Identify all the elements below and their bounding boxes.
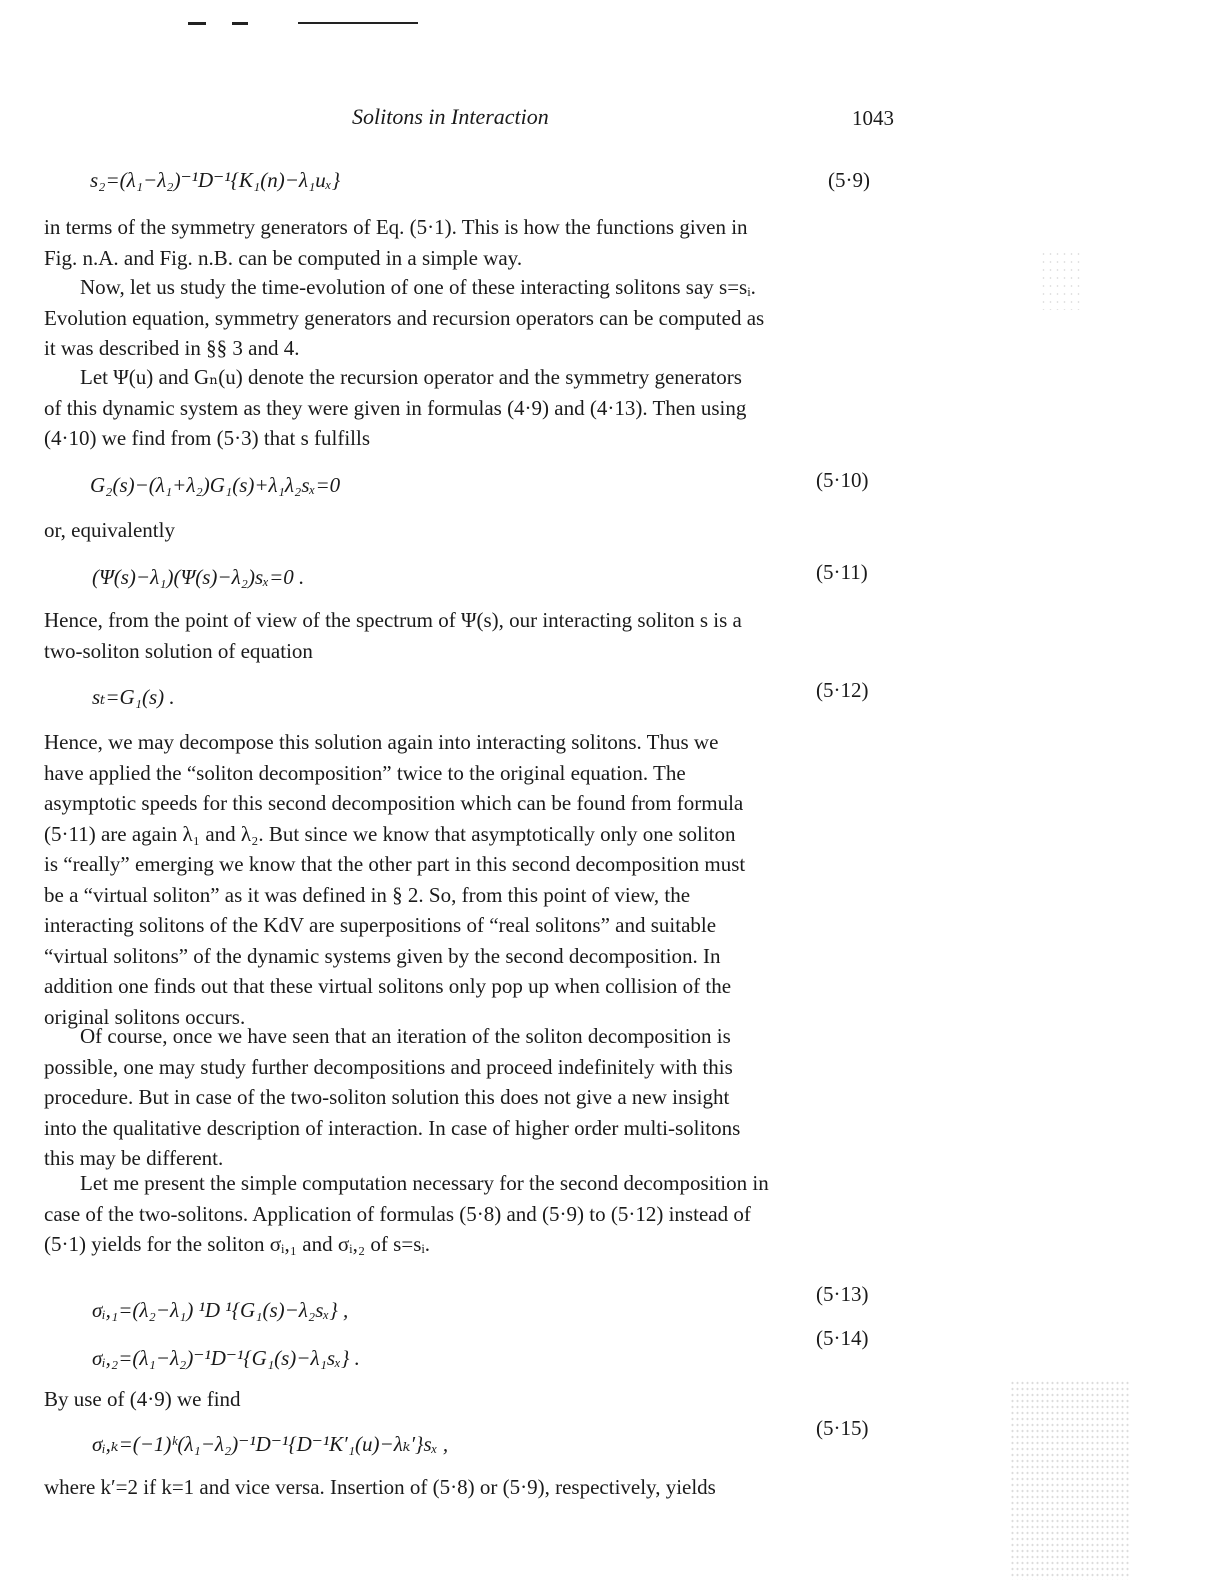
text-line: Hence, we may decompose this solution again into interacting solitons. Thus we bbox=[44, 730, 719, 754]
text-line: where k′=2 if k=1 and vice versa. Insertion of (5·8) or (5·9), respectively, yields bbox=[44, 1475, 716, 1499]
text-line: (4·10) we find from (5·3) that s fulfills bbox=[44, 426, 371, 450]
text-line: have applied the “soliton decomposition” twice to the original equation. The bbox=[44, 760, 686, 785]
equation-5-12: sₜ=G₁(s) . bbox=[92, 685, 175, 709]
text-line: Hence, from the point of view of the spectrum of Ψ(s), our interacting soliton s is a bbox=[44, 608, 742, 632]
equation-number-5-13: (5·13) bbox=[816, 1282, 869, 1306]
text-line: asymptotic speeds for this second decomposition which can be found from formula bbox=[44, 791, 744, 815]
equation-5-10: G₂(s)−(λ₁+λ₂)G₁(s)+λ₁λ₂sₓ=0 bbox=[90, 473, 341, 497]
text-line: into the qualitative description of interaction. In case of higher order multi-solitons bbox=[44, 1115, 741, 1140]
text-line: (5·11) are again λ₁ and λ₂. But since we know that asymptotically only one soliton bbox=[44, 821, 736, 846]
page-number: 1043 bbox=[852, 106, 894, 130]
text-line: Fig. n.A. and Fig. n.B. can be computed in a simple way. bbox=[44, 245, 523, 270]
paragraph-10 bbox=[44, 1472, 896, 1503]
equation-number-5-11: (5·11) bbox=[816, 560, 868, 584]
text-line: Now, let us study the time-evolution of one of these interacting solitons say s=sᵢ. bbox=[80, 275, 756, 299]
running-header-title: Solitons in Interaction bbox=[352, 104, 549, 129]
scan-artifact-mark bbox=[232, 22, 248, 25]
text-line: (5·1) yields for the soliton σᵢ,₁ and σᵢ,₂ of s=sᵢ. bbox=[44, 1232, 431, 1256]
text-line: Let Ψ(u) and Gₙ(u) denote the recursion operator and the symmetry generators bbox=[80, 365, 742, 389]
text-line: addition one finds out that these virtual solitons only pop up when collision of the bbox=[44, 974, 732, 998]
text-line: this may be different. bbox=[44, 1146, 224, 1170]
text-line: or, equivalently bbox=[44, 518, 175, 542]
scan-noise bbox=[1040, 250, 1080, 310]
text-line: By use of (4·9) we find bbox=[44, 1387, 241, 1411]
paragraph-5 bbox=[44, 605, 896, 666]
equation-5-15: σᵢ,ₖ=(−1)ᵏ(λ₁−λ₂)⁻¹D⁻¹{D⁻¹K′₁(u)−λₖ′}sₓ , bbox=[92, 1432, 449, 1456]
scan-artifact-mark bbox=[188, 22, 206, 25]
paragraph-9 bbox=[44, 1384, 896, 1415]
equation-5-11: (Ψ(s)−λ₁)(Ψ(s)−λ₂)sₓ=0 . bbox=[92, 565, 305, 589]
paragraph-2 bbox=[44, 272, 896, 364]
text-line: “virtual solitons” of the dynamic systems given by the second decomposition. In bbox=[44, 943, 721, 968]
text-line: original solitons occurs. bbox=[44, 1004, 246, 1029]
text-line: case of the two-solitons. Application of formulas (5·8) and (5·9) to (5·12) instead of bbox=[44, 1201, 751, 1226]
equation-number-5-12: (5·12) bbox=[816, 678, 869, 702]
text-line: procedure. But in case of the two-soliton solution this does not give a new insight bbox=[44, 1085, 730, 1109]
equation-number-5-10: (5·10) bbox=[816, 468, 869, 492]
paragraph-4 bbox=[44, 515, 896, 546]
paragraph-3 bbox=[44, 362, 896, 454]
text-line: two-soliton solution of equation bbox=[44, 638, 313, 663]
paragraph-8 bbox=[44, 1169, 896, 1261]
text-line: Of course, once we have seen that an iteration of the soliton decomposition is bbox=[80, 1024, 731, 1048]
scan-artifact-mark bbox=[298, 22, 418, 24]
text-line: it was described in §§ 3 and 4. bbox=[44, 336, 300, 360]
text-line: in terms of the symmetry generators of Eq. (5·1). This is how the functions given in bbox=[44, 215, 748, 239]
text-line: is “really” emerging we know that the other part in this second decomposition must bbox=[44, 852, 746, 876]
equation-number-5-9: (5·9) bbox=[828, 168, 870, 192]
text-line: of this dynamic system as they were given in formulas (4·9) and (4·13). Then using bbox=[44, 395, 747, 420]
scan-noise bbox=[1010, 1380, 1130, 1580]
text-line: Evolution equation, symmetry generators and recursion operators can be computed as bbox=[44, 305, 765, 330]
text-line: possible, one may study further decompositions and proceed indefinitely with this bbox=[44, 1054, 733, 1079]
paragraph-1 bbox=[44, 212, 896, 273]
text-line: interacting solitons of the KdV are superpositions of “real solitons” and suitable bbox=[44, 913, 717, 937]
paragraph-7 bbox=[44, 1022, 896, 1175]
text-line: Let me present the simple computation necessary for the second decomposition in bbox=[80, 1171, 769, 1195]
equation-5-14: σᵢ,₂=(λ₁−λ₂)⁻¹D⁻¹{G₁(s)−λ₁sₓ} . bbox=[92, 1346, 360, 1370]
paragraph-6 bbox=[44, 728, 896, 1033]
equation-number-5-15: (5·15) bbox=[816, 1416, 869, 1440]
text-line: be a “virtual soliton” as it was defined in § 2. So, from this point of view, the bbox=[44, 882, 691, 907]
equation-5-9: s₂=(λ₁−λ₂)⁻¹D⁻¹{K₁(n)−λ₁uₓ} bbox=[90, 168, 341, 192]
equation-5-13: σᵢ,₁=(λ₂−λ₁) ¹D ¹{G₁(s)−λ₂sₓ} , bbox=[92, 1298, 349, 1322]
equation-number-5-14: (5·14) bbox=[816, 1326, 869, 1350]
